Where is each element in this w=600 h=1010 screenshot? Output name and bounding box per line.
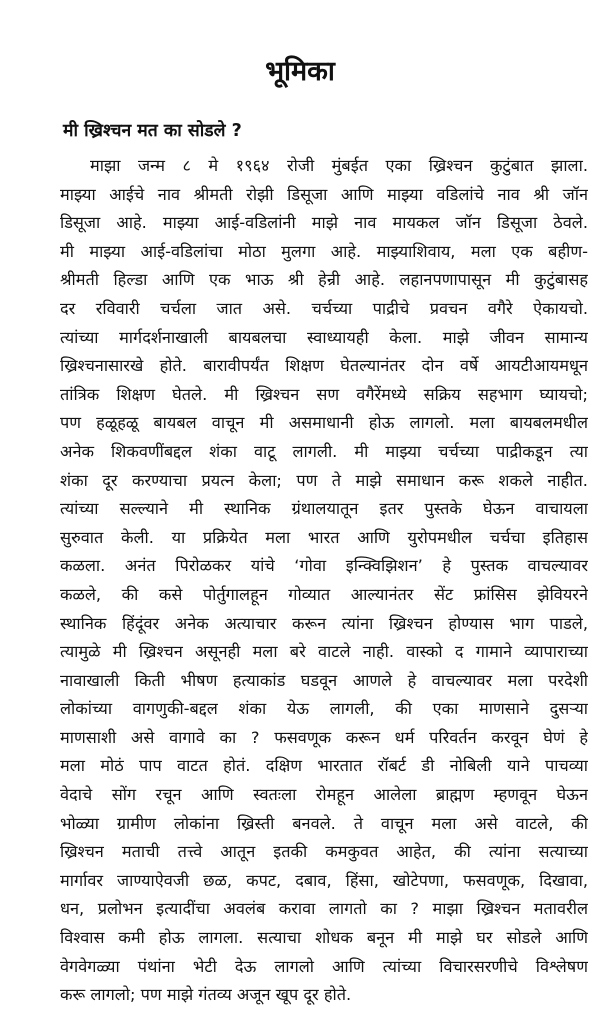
paragraph-line: वेदाचे सोंग रचून आणि स्वतःला रोमहून आलेला ब्राह्मण म्हणवून घेऊन — [60, 785, 588, 805]
section-title: मी ख्रिश्चन मत का सोडले ? — [63, 121, 242, 141]
paragraph-line: भोळ्या ग्रामीण लोकांना ख्रिस्ती बनवले. ते वाचून मला असे वाटले, की — [60, 813, 588, 833]
paragraph-line: त्यांच्या सल्ल्याने मी स्थानिक ग्रंथालयातून इतर पुस्तके घेऊन वाचायला — [60, 499, 588, 519]
paragraph-line: ख्रिश्चनासारखे होते. बारावीपर्यंत शिक्षण घेतल्यानंतर दोन वर्षे आयटीआयमधून — [60, 356, 588, 376]
paragraph-line: कळले, की कसे पोर्तुगालहून गोव्यात आल्यानंतर सेंट फ्रांसिस झेवियरने — [60, 584, 588, 604]
paragraph-line: विश्वास कमी होऊ लागला. सत्याचा शोधक बनून मी माझे घर सोडले आणि — [60, 928, 588, 948]
paragraph-line: डिसूजा आहे. माझ्या आई-वडिलांनी माझे नाव मायकल जॉन डिसूजा ठेवले. — [60, 213, 588, 233]
paragraph-line: माझा जन्म ८ मे १९६४ रोजी मुंबईत एका ख्रिश्चन कुटुंबात झाला. — [90, 156, 588, 175]
paragraph-line: करू लागलो; पण माझे गंतव्य अजून खूप दूर होते. — [60, 985, 352, 1005]
paragraph-line: सुरुवात केली. या प्रक्रियेत मला भारत आणि युरोपमधील चर्चचा इतिहास — [60, 527, 588, 547]
paragraph-line: लोकांच्या वागणुकी-बद्दल शंका येऊ लागली, की एका माणसाने दुसऱ्या — [60, 699, 588, 719]
paragraph-line: श्रीमती हिल्डा आणि एक भाऊ श्री हेन्री आहे. लहानपणापासून मी कुटुंबासह — [60, 270, 588, 290]
paragraph-line: दर रविवारी चर्चला जात असे. चर्चच्या पाद्रीचे प्रवचन वगैरे ऐकायचो. — [60, 298, 588, 318]
paragraph-line: माझ्या आईचे नाव श्रीमती रोझी डिसूजा आणि माझ्या वडिलांचे नाव श्री जॉन — [60, 184, 588, 204]
paragraph-line: मला मोठं पाप वाटत होतं. दक्षिण भारतात रॉबर्ट डी नोबिली याने पाचव्या — [60, 756, 588, 776]
paragraph-line: धन, प्रलोभन इत्यादींचा अवलंब करावा लागतो का ? माझा ख्रिश्चन मतावरील — [60, 899, 588, 919]
paragraph-line: त्यामुळे मी ख्रिश्चन असूनही मला बरे वाटले नाही. वास्को द गामाने व्यापाराच्या — [60, 642, 588, 662]
paragraph-line: माणसाशी असे वागावे का ? फसवणूक करून धर्म परिवर्तन करवून घेणं हे — [60, 727, 588, 747]
paragraph-line: ख्रिश्चन मताची तत्त्वे आतून इतकी कमकुवत आहेत, की त्यांना सत्याच्या — [60, 842, 588, 862]
page-title: भूमिका — [265, 56, 335, 87]
paragraph-line: तांत्रिक शिक्षण घेतले. मी ख्रिश्चन सण वगैरेंमध्ये सक्रिय सहभाग घ्यायचो; — [60, 384, 588, 404]
paragraph-line: स्थानिक हिंदूंवर अनेक अत्याचार करून त्यांना ख्रिश्चन होण्यास भाग पाडले, — [60, 613, 588, 633]
paragraph-line: कळला. अनंत पिरोळकर यांचे ‘गोवा इन्क्विझिशन’ हे पुस्तक वाचल्यावर — [60, 556, 588, 576]
paragraph-line: पण हळूहळू बायबल वाचून मी असमाधानी होऊ लागलो. मला बायबलमधील — [60, 413, 588, 433]
paragraph-line: शंका दूर करण्याचा प्रयत्न केला; पण ते माझे समाधान करू शकले नाहीत. — [60, 470, 588, 490]
paragraph-line: वेगवेगळ्या पंथांना भेटी देऊ लागलो आणि त्यांच्या विचारसरणीचे विश्लेषण — [60, 956, 588, 976]
paragraph-line: नावाखाली किती भीषण हत्याकांड घडवून आणले हे वाचल्यावर मला परदेशी — [60, 670, 588, 690]
paragraph-line: मी माझ्या आई-वडिलांचा मोठा मुलगा आहे. माझ्याशिवाय, मला एक बहीण- — [60, 241, 588, 261]
paragraph-line: अनेक शिकवणींबद्दल शंका वाटू लागली. मी माझ्या चर्चच्या पाद्रीकडून त्या — [60, 441, 588, 461]
body-paragraph — [60, 152, 588, 1010]
paragraph-line: मार्गावर जाण्याऐवजी छळ, कपट, दबाव, हिंसा, खोटेपणा, फसवणूक, दिखावा, — [60, 870, 588, 890]
paragraph-line: त्यांच्या मार्गदर्शनाखाली बायबलचा स्वाध्यायही केला. माझे जीवन सामान्य — [60, 327, 588, 347]
